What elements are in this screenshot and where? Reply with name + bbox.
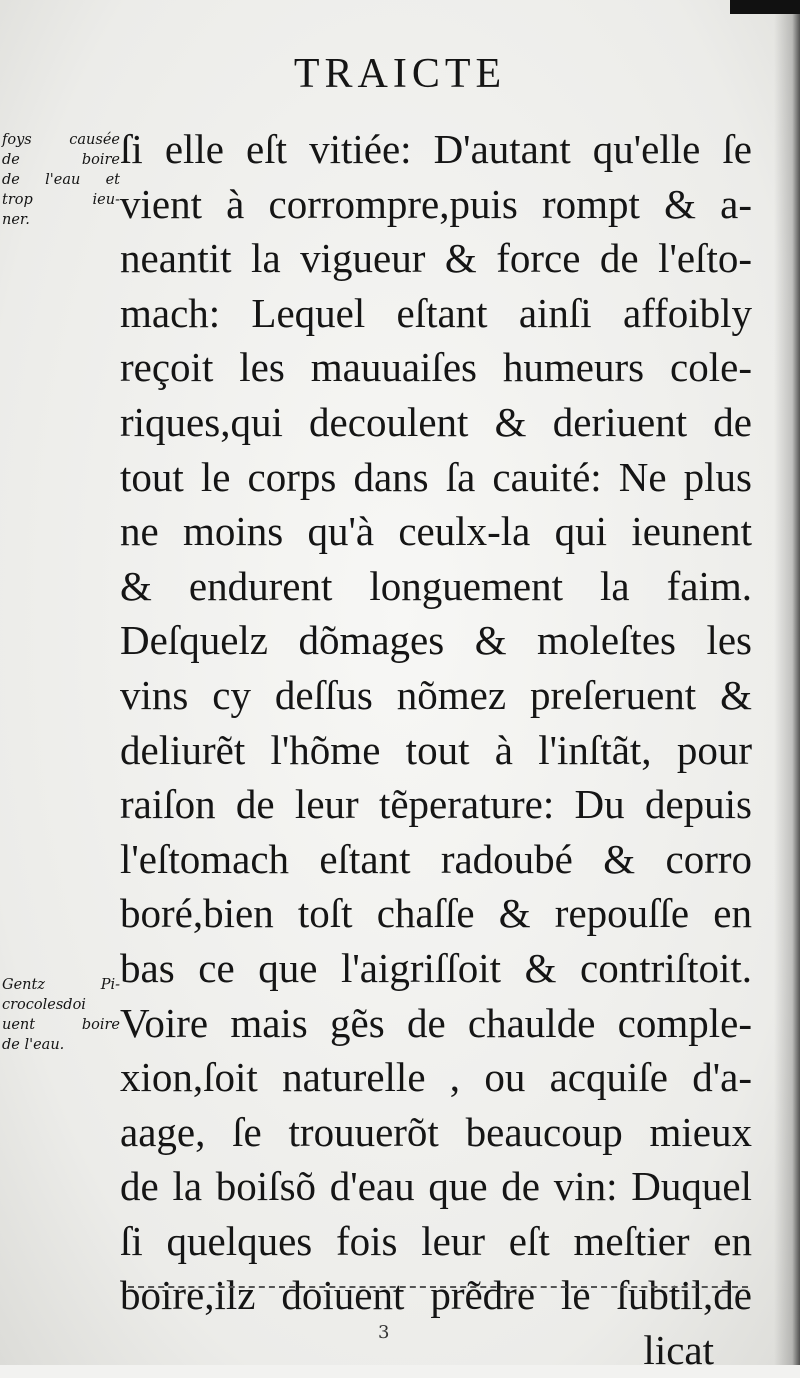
signature-mark: 3: [378, 1322, 390, 1343]
bottom-rule: [128, 1286, 748, 1288]
margin-note-line: foys causée: [2, 132, 120, 148]
text-line: de la boiſsõ d'eau que de vin: Duquel: [120, 1163, 752, 1210]
margin-note-1: [2, 130, 120, 230]
running-title: TRAICTE: [293, 51, 507, 97]
margin-note-line: crocolesdoi: [2, 997, 86, 1013]
text-line: ne moins qu'à ceulx-la qui ieunent: [120, 508, 752, 555]
page-gutter-shadow: [774, 0, 800, 1365]
text-line: bas ce que l'aigriſſoit & contriſtoit.: [120, 944, 752, 991]
margin-note-line: de l'eau.: [2, 1037, 65, 1053]
text-line: vins cy deſſus nõmez preſeruent &: [120, 671, 752, 718]
margin-note-2: [2, 975, 120, 1055]
text-line: deliurẽt l'hõme tout à l'inſtãt, pour: [120, 726, 752, 773]
text-line: neantit la vigueur & force de l'eſto-: [120, 235, 752, 282]
text-line: xion,ſoit naturelle , ou acquiſe d'a-: [120, 1054, 752, 1101]
text-line: ſi elle eſt vitiée: D'autant qu'elle ſe: [120, 126, 752, 172]
catchword: licat: [643, 1327, 714, 1374]
text-line: tout le corps dans ſa cauité: Ne plus: [120, 453, 752, 500]
page-corner-shadow: [730, 0, 800, 14]
text-line: vient à corrompre,puis rompt & a-: [120, 180, 752, 227]
text-line: mach: Lequel eſtant ainſi affoibly: [120, 289, 752, 336]
margin-note-line: Gentz Pi-: [2, 977, 120, 993]
margin-note-line: uent boire: [2, 1017, 120, 1033]
text-line: l'eſtomach eſtant radoubé & corro: [120, 835, 752, 882]
text-line: aage, ſe trouuerõt beaucoup mieux: [120, 1108, 752, 1155]
text-line: riques,qui decoulent & deriuent de: [120, 398, 752, 445]
text-line: & endurent longuement la faim.: [120, 562, 752, 609]
text-line: boré,bien toſt chaſſe & repouſſe en: [120, 890, 752, 937]
text-line: ſi quelques fois leur eſt meſtier en: [120, 1217, 752, 1264]
text-line: Deſquelz dõmages & moleſtes les: [120, 617, 752, 664]
text-line: boire,ilz doiuent prẽdre le ſubtil,de: [120, 1272, 752, 1319]
margin-note-line: ner.: [2, 212, 30, 228]
margin-note-line: de l'eau et: [2, 172, 120, 188]
text-line: reçoit les mauuaiſes humeurs cole-: [120, 344, 752, 391]
text-line: raiſon de leur tẽperature: Du depuis: [120, 781, 752, 828]
margin-note-line: de boire: [2, 152, 120, 168]
main-text: [120, 122, 752, 1378]
text-line: Voire mais gẽs de chaulde comple-: [120, 999, 752, 1046]
margin-note-line: trop ieu-: [2, 192, 120, 208]
